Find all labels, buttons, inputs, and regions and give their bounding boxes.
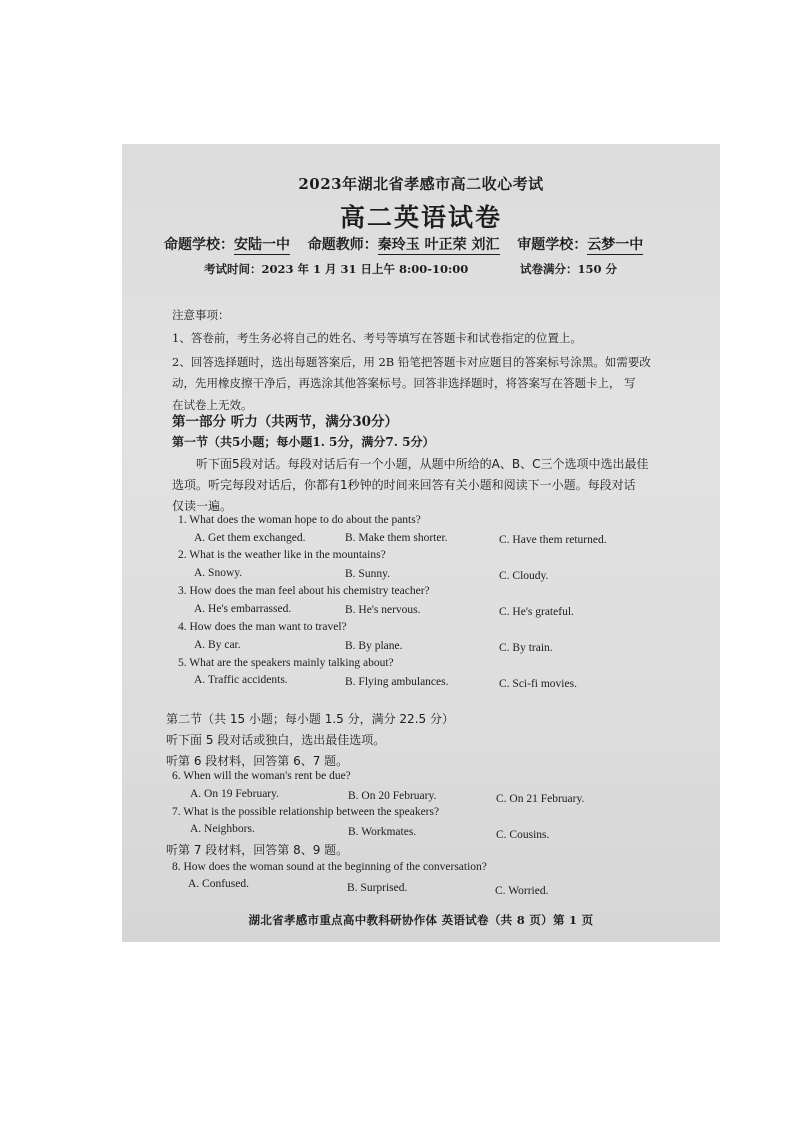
full-score: 试卷满分：150 分 bbox=[520, 262, 618, 276]
question-5-option-c: C. Sci-fi movies. bbox=[499, 678, 577, 690]
question-8-option-b: B. Surprised. bbox=[347, 882, 408, 894]
material-6-label: 听第 6 段材料，回答第 6、7 题。 bbox=[166, 754, 349, 768]
note-item-2-line-2: 动，先用橡皮擦干净后，再选涂其他答案标号。回答非选择题时，将答案写在答题卡上， 写 bbox=[172, 376, 636, 390]
notes-heading: 注意事项： bbox=[172, 308, 230, 322]
question-3-option-b: B. He's nervous. bbox=[345, 604, 421, 616]
question-2-option-c: C. Cloudy. bbox=[499, 570, 549, 582]
question-7-option-c: C. Cousins. bbox=[496, 829, 550, 841]
note-item-2-line-1: 2、回答选择题时，选出每题答案后，用 2B 铅笔把答题卡对应题目的答案标号涂黑。如需要改 bbox=[172, 355, 651, 369]
exam-name: 2023年湖北省孝感市高二收心考试 bbox=[298, 175, 544, 193]
question-8-option-a: A. Confused. bbox=[188, 878, 250, 890]
section1-instruction-line-1: 听下面5段对话。每段对话后有一个小题，从题中所给的A、B、C三个选项中选出最佳 bbox=[196, 457, 649, 471]
question-4-option-a: A. By car. bbox=[194, 639, 241, 651]
question-5-option-b: B. Flying ambulances. bbox=[345, 676, 449, 688]
exam-time: 考试时间：2023 年 1 月 31 日上午 8:00-10:00 bbox=[204, 262, 469, 276]
question-7: 7. What is the possible relationship between the speakers? bbox=[172, 806, 440, 818]
part1-title: 第一部分 听力（共两节，满分30分） bbox=[172, 414, 398, 430]
question-2: 2. What is the weather like in the mountains? bbox=[178, 549, 386, 561]
question-4-option-c: C. By train. bbox=[499, 642, 553, 654]
material-7-label: 听第 7 段材料，回答第 8、9 题。 bbox=[166, 843, 349, 857]
exam-paper-photo bbox=[122, 144, 720, 942]
question-1-option-a: A. Get them exchanged. bbox=[194, 532, 306, 544]
question-1-option-b: B. Make them shorter. bbox=[345, 532, 448, 544]
question-5-option-a: A. Traffic accidents. bbox=[194, 674, 288, 686]
section2-instruction: 听下面 5 段对话或独白，选出最佳选项。 bbox=[166, 733, 386, 747]
section2-title: 第二节（共 15 小题；每小题 1.5 分，满分 22.5 分） bbox=[166, 712, 454, 726]
setter-school: 安陆一中 bbox=[234, 237, 290, 253]
question-8: 8. How does the woman sound at the beginning of the conversation? bbox=[172, 861, 487, 873]
question-2-option-a: A. Snowy. bbox=[194, 567, 243, 579]
note-item-2-line-3: 在试卷上无效。 bbox=[172, 398, 253, 412]
setter-info-line bbox=[164, 234, 643, 254]
question-4-option-b: B. By plane. bbox=[345, 640, 403, 652]
question-7-option-b: B. Workmates. bbox=[348, 826, 417, 838]
review-school-label: 审题学校： bbox=[517, 237, 588, 253]
question-3: 3. How does the man feel about his chemistry teacher? bbox=[178, 585, 430, 597]
question-6-option-b: B. On 20 February. bbox=[348, 790, 437, 802]
question-6: 6. When will the woman's rent be due? bbox=[172, 770, 351, 782]
note-item-1: 1、答卷前，考生务必将自己的姓名、考号等填写在答题卡和试卷指定的位置上。 bbox=[172, 331, 582, 345]
page-footer: 湖北省孝感市重点高中教科研协作体 英语试卷（共 8 页）第 1 页 bbox=[248, 913, 594, 927]
question-5: 5. What are the speakers mainly talking about? bbox=[178, 657, 394, 669]
section1-title: 第一节（共5小题；每小题1. 5分，满分7. 5分） bbox=[172, 435, 435, 449]
setter-teacher-label: 命题教师： bbox=[307, 237, 378, 253]
setter-school-label: 命题学校： bbox=[164, 237, 234, 253]
question-4: 4. How does the man want to travel? bbox=[178, 621, 347, 633]
question-1-option-c: C. Have them returned. bbox=[499, 534, 607, 546]
section1-instruction-line-2: 选项。听完每段对话后，你都有1秒钟的时间来回答有关小题和阅读下一小题。每段对话 bbox=[172, 478, 636, 492]
section1-instruction-line-3: 仅读一遍。 bbox=[172, 499, 233, 513]
question-1: 1. What does the woman hope to do about the pants? bbox=[178, 514, 421, 526]
review-school: 云梦一中 bbox=[587, 237, 644, 253]
question-3-option-c: C. He's grateful. bbox=[499, 606, 574, 618]
setter-teachers: 秦玲玉 叶正荣 刘汇 bbox=[377, 237, 500, 253]
question-2-option-b: B. Sunny. bbox=[345, 568, 390, 580]
question-8-option-c: C. Worried. bbox=[495, 885, 549, 897]
question-7-option-a: A. Neighbors. bbox=[190, 823, 255, 835]
paper-title: 高二英语试卷 bbox=[339, 203, 502, 232]
question-6-option-c: C. On 21 February. bbox=[496, 793, 585, 805]
question-3-option-a: A. He's embarrassed. bbox=[194, 603, 292, 615]
question-6-option-a: A. On 19 February. bbox=[190, 788, 280, 800]
